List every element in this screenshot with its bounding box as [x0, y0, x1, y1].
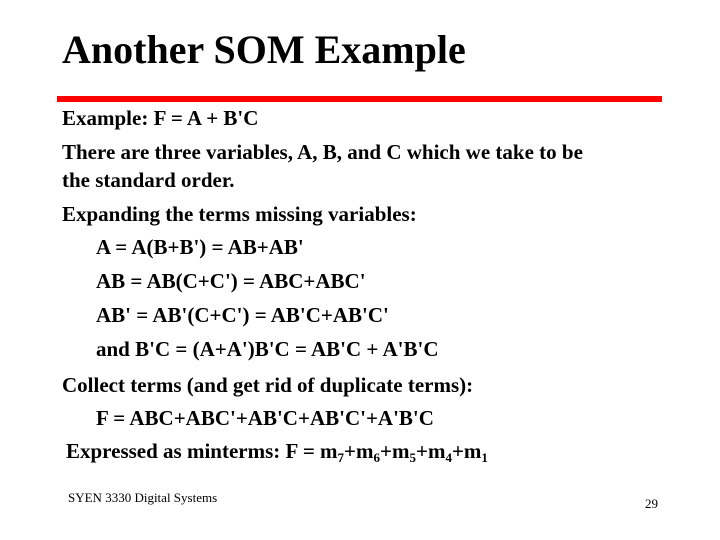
minterm-5: $m_5$ [391, 439, 416, 465]
plus-sign: + [415, 439, 428, 463]
title-divider [57, 96, 662, 102]
minterm-7: $m_7$ [320, 439, 345, 465]
expansion-line-abprime: AB' = AB'(C+C') = AB'C+AB'C' [96, 303, 389, 327]
minterm-1: $m_1$ [463, 439, 488, 465]
body-line-2: the standard order. [62, 168, 235, 192]
expansion-line-ab: AB = AB(C+C') = ABC+ABC' [96, 269, 366, 293]
plus-sign: + [344, 439, 356, 463]
minterm-4: $m_4$ [427, 439, 452, 465]
page-number: 29 [645, 496, 658, 511]
minterm-terms [320, 439, 488, 463]
collect-heading: Collect terms (and get rid of duplicate terms): [62, 373, 474, 397]
body-line-1: There are three variables, A, B, and C which we take to be [62, 140, 583, 164]
plus-sign: + [380, 439, 392, 463]
footer-course: SYEN 3330 Digital Systems [68, 490, 218, 505]
slide-title: Another SOM Example [62, 27, 466, 72]
result-line: F = ABC+ABC'+AB'C+AB'C'+A'B'C [96, 406, 434, 430]
minterm-prefix: Expressed as minterms: F = [66, 439, 321, 463]
example-line: Example: F = A + B'C [62, 106, 259, 130]
expansion-line-a: A = A(B+B') = AB+AB' [96, 235, 304, 259]
plus-sign: + [451, 439, 464, 463]
minterm-6: $m_6$ [356, 439, 380, 465]
minterm-line [66, 439, 488, 465]
expanding-heading: Expanding the terms missing variables: [62, 202, 417, 226]
expansion-line-bprimec: and B'C = (A+A')B'C = AB'C + A'B'C [96, 337, 439, 361]
